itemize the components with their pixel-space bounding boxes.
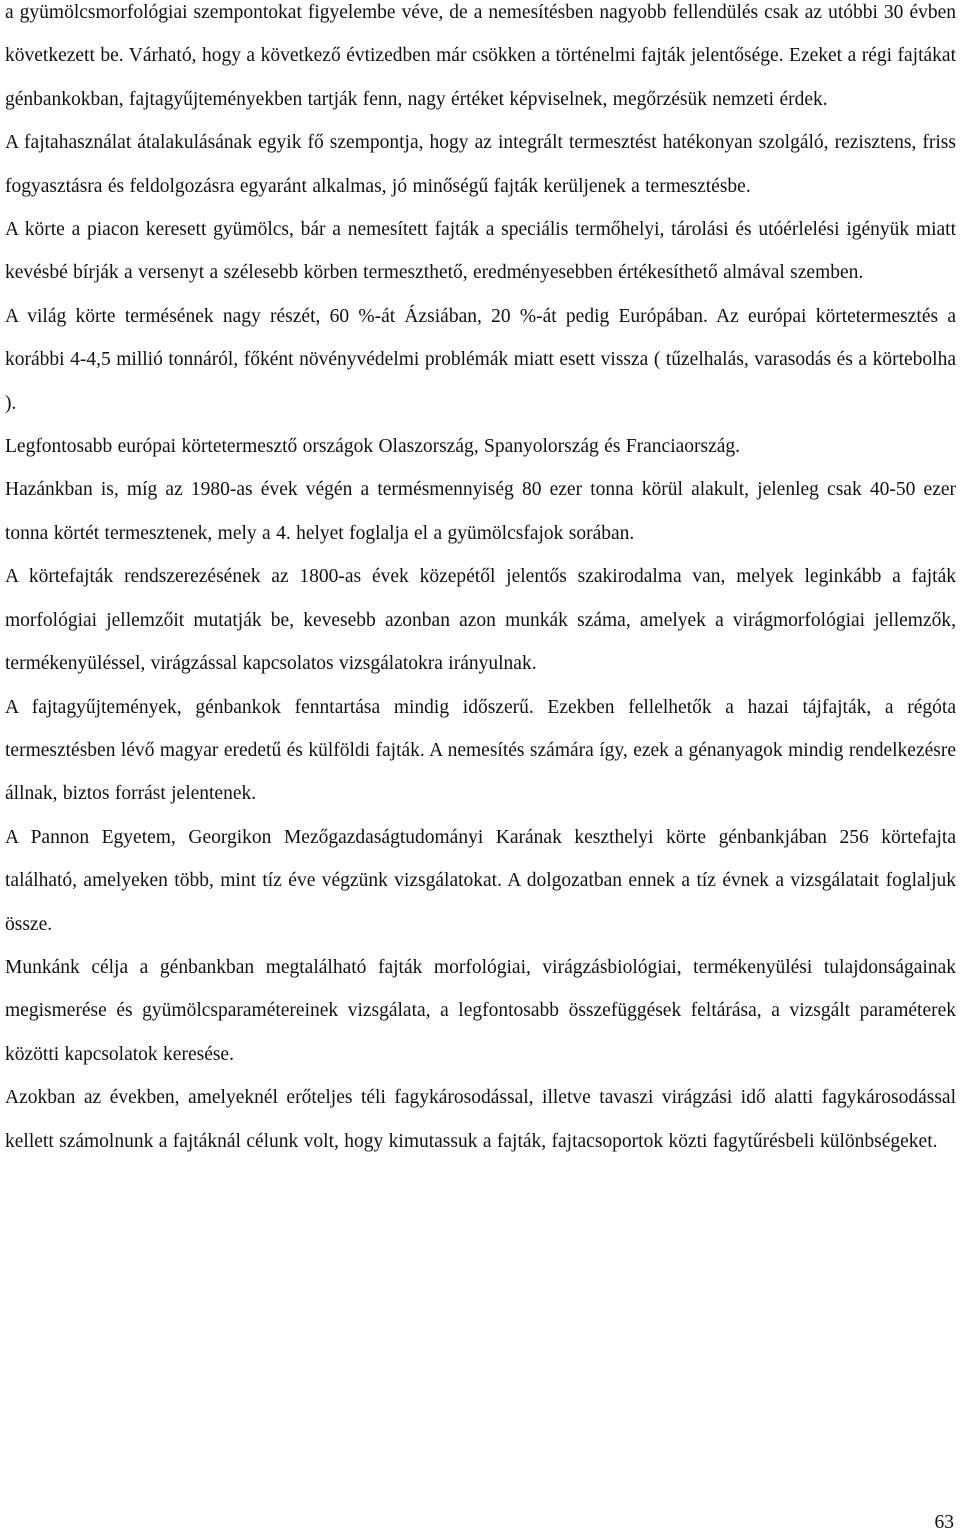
paragraph-historical-varieties: a gyümölcsmorfológiai szempontokat figyelembe véve, de a nemesítésben nagyobb fellendülés csak az utóbbi 30 évben következett be. Várható, hogy a következő évtizedben már csökken a történelmi fajták jelentősége. Ezeket a régi fajtákat génbankokban, fajtagyűjteményekben tartják fenn, nagy értéket képviselnek, megőrzésük nemzeti érdek. bbox=[5, 2, 956, 110]
paragraph-gene-banks: A fajtagyűjtemények, génbankok fenntartása mindig időszerű. Ezekben fellelhetők a hazai tájfajták, a régóta termesztésben lévő magyar eredetű és külföldi fajták. A nemesítés számára így, ezek a génanyagok mindig rendelkezésre állnak, biztos forrást jelentenek. bbox=[5, 696, 956, 805]
paragraph-hungary-production: Hazánkban is, míg az 1980-as évek végén a termésmennyiség 80 ezer tonna körül alakult, jelenleg csak 40-50 ezer tonna körtét termesztenek, mely a 4. helyet foglalja el a gyümölcsfajok sorában. bbox=[5, 479, 956, 544]
document-body bbox=[5, 0, 956, 1163]
page-number: 63 bbox=[934, 1512, 954, 1533]
paragraph-pear-market: A körte a piacon keresett gyümölcs, bár a nemesített fajták a speciális termőhelyi, tárolási és utóérlelési igényük miatt kevésbé bírják a versenyt a szélesebb körben termeszthető, eredményesebben értékesíthető almával szemben. bbox=[5, 219, 956, 284]
paragraph-frost-damage: Azokban az években, amelyeknél erőteljes téli fagykárosodással, illetve tavaszi virágzási idő alatti fagykárosodással kellett számolnunk a fajtáknál célunk volt, hogy kimutassuk a fajták, fajtacsoportok közti fagytűrésbeli különbségeket. bbox=[5, 1087, 956, 1152]
paragraph-classification-literature: A körtefajták rendszerezésének az 1800-as évek közepétől jelentős szakirodalma van, melyek leginkább a fajták morfológiai jellemzőit mutatják be, kevesebb azonban azon munkák száma, amelyek a virágmorfológiai jellemzők, termékenyüléssel, virágzással kapcsolatos vizsgálatokra irányulnak. bbox=[5, 566, 956, 675]
paragraph-european-producers: Legfontosabb európai körtetermesztő országok Olaszország, Spanyolország és Franciaország. bbox=[5, 436, 741, 458]
paragraph-research-aim: Munkánk célja a génbankban megtalálható fajták morfológiai, virágzásbiológiai, termékenyülési tulajdonságainak megismerése és gyümölcsparamétereinek vizsgálata, a legfontosabb összefüggések feltárása, a vizsgált paraméterek közötti kapcsolatok keresése. bbox=[5, 956, 956, 1065]
paragraph-keszthely-genebank: A Pannon Egyetem, Georgikon Mezőgazdaságtudományi Karának keszthelyi körte génbankjában 256 körtefajta található, amelyeken több, mint tíz éve végzünk vizsgálatokat. A dolgozatban ennek a tíz évnek a vizsgálatait foglaljuk össze. bbox=[5, 826, 956, 935]
paragraph-variety-use: A fajtahasználat átalakulásának egyik fő szempontja, hogy az integrált termesztést hatékonyan szolgáló, rezisztens, friss fogyasztásra és feldolgozásra egyaránt alkalmas, jó minőségű fajták kerüljenek a termesztésbe. bbox=[5, 132, 956, 197]
paragraph-world-production: A világ körte termésének nagy részét, 60 %-át Ázsiában, 20 %-át pedig Európában. Az európai körtetermesztés a korábbi 4-4,5 millió tonnáról, főként növényvédelmi problémák miatt esett vissza ( tűzelhalás, varasodás és a körtebolha ). bbox=[5, 305, 956, 414]
